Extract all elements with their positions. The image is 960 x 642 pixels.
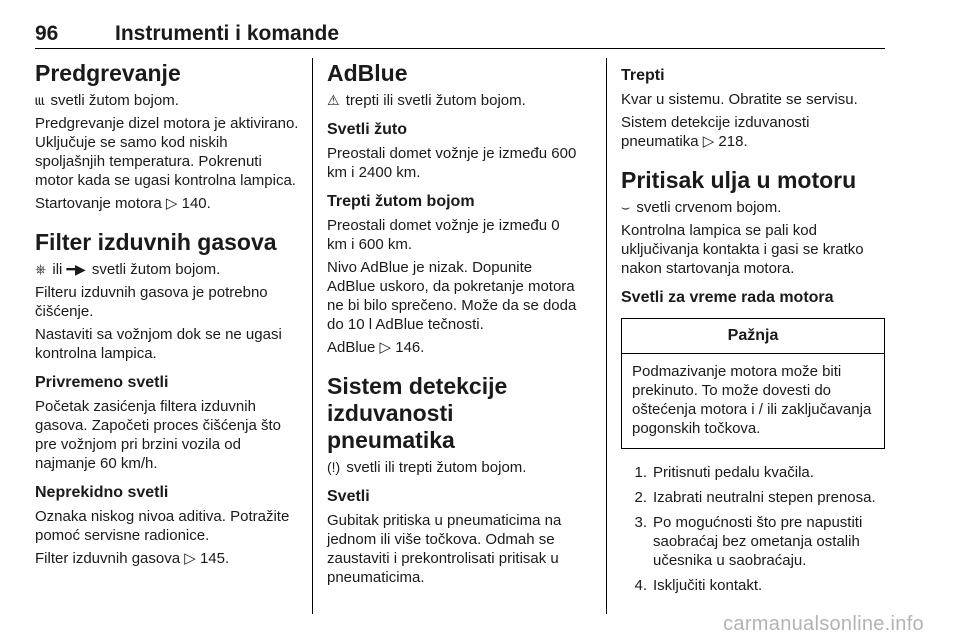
list-item — [621, 463, 885, 482]
heading-trepti: Trepti — [621, 67, 665, 84]
heading-adblue: AdBlue — [327, 60, 408, 86]
filter-warning-icon: ━▶ — [66, 261, 86, 277]
step-number: 4. — [634, 577, 647, 594]
column-2 — [327, 60, 579, 591]
tire-pressure-icon: (!) — [327, 459, 341, 475]
list-item — [621, 513, 885, 570]
predgrevanje-text: Predgrevanje dizel motora je aktivirano. Uključuje se samo kod niskih spoljašnjih temperatura. Pokrenuti motor kada se ugasi kontrolna lampica. — [35, 115, 299, 189]
filter-status-text: svetli žutom bojom. — [91, 261, 221, 278]
filter-text-2: Nastaviti sa vožnjom dok se ne ugasi kontrolna lampica. — [35, 326, 282, 362]
neprekidno-text: Oznaka niskog nivoa aditiva. Potražite pomoć servisne radionice. — [35, 508, 290, 544]
ulje-status-text: svetli crvenom bojom. — [636, 199, 782, 216]
heading-predgrevanje: Predgrevanje — [35, 60, 181, 86]
heading-neprekidno: Neprekidno svetli — [35, 484, 169, 501]
trepti-zutom-text-2: Nivo AdBlue je nizak. Dopunite AdBlue uskoro, da pokretanje motora ne bi bilo sprečeno. Može da se doda do 10 l AdBlue tečnosti. — [327, 259, 577, 333]
heading-privremeno: Privremeno svetli — [35, 374, 169, 391]
trepti-text-2: Sistem detekcije izduvanosti pneumatika ▷ 218. — [621, 114, 810, 150]
oil-can-icon: ⌣ — [621, 199, 631, 215]
list-item — [621, 576, 885, 595]
step-number: 2. — [634, 489, 647, 506]
heading-sistem-detekcije: Sistem detekcije izduvanosti pneumatika — [327, 373, 508, 453]
heading-trepti-zutom: Trepti žutom bojom — [327, 193, 475, 210]
filter-ili: ili — [52, 261, 63, 278]
glow-plug-icon: ɩɩɩ — [35, 92, 45, 108]
ulje-text: Kontrolna lampica se pali kod uključivanja kontakta i gasi se kratko nakon startovanja motora. — [621, 222, 864, 277]
step-text: Pritisnuti pedalu kvačila. — [653, 464, 814, 481]
step-number: 3. — [634, 514, 647, 531]
column-1 — [35, 60, 300, 572]
trepti-zutom-text-1: Preostali domet vožnje je između 0 km i 600 km. — [327, 217, 560, 253]
adblue-status-text: trepti ili svetli žutom bojom. — [345, 92, 526, 109]
adblue-icon: ⚠ — [327, 92, 340, 108]
predgrevanje-status — [35, 91, 300, 110]
ulje-status — [621, 198, 885, 217]
page-header — [35, 22, 885, 49]
chapter-title: Instrumenti i komande — [115, 22, 340, 45]
trepti-text-1: Kvar u sistemu. Obratite se servisu. — [621, 91, 858, 108]
privremeno-text: Početak zasićenja filtera izduvnih gasova. Započeti proces čišćenja što pre vožnjom pri brzini vozila od najmanje 60 km/h. — [35, 398, 281, 472]
adblue-status — [327, 91, 579, 110]
step-text: Po mogućnosti što pre napustiti saobraćaj bez ometanja ostalih učesnika u saobraćaju. — [653, 514, 863, 569]
steps-list — [621, 463, 885, 595]
heading-filter: Filter izduvnih gasova — [35, 229, 277, 255]
svetli-zuto-text: Preostali domet vožnje je između 600 km i 2400 km. — [327, 145, 577, 181]
column-3 — [621, 60, 885, 601]
page-number: 96 — [35, 22, 59, 45]
column-divider-2 — [606, 58, 607, 614]
exhaust-filter-icon: ⎈ — [35, 261, 47, 277]
predgrevanje-status-text: svetli žutom bojom. — [50, 92, 179, 109]
svetli-text: Gubitak pritiska u pneumaticima na jednom ili više točkova. Odmah se zaustaviti i prekontrolisati pritisak u pneumaticima. — [327, 512, 562, 586]
sistem-status — [327, 458, 579, 477]
filter-text-1: Filteru izduvnih gasova je potrebno čišćenje. — [35, 284, 268, 320]
startovanje-ref: Startovanje motora ▷ 140. — [35, 195, 211, 212]
watermark: carmanualsonline.info — [723, 613, 924, 635]
heading-svetli: Svetli — [327, 488, 370, 505]
step-text: Izabrati neutralni stepen prenosa. — [653, 489, 876, 506]
list-item — [621, 488, 885, 507]
adblue-ref: AdBlue ▷ 146. — [327, 339, 425, 356]
step-text: Isključiti kontakt. — [653, 577, 763, 594]
heading-pritisak-ulja: Pritisak ulja u motoru — [621, 167, 857, 193]
sistem-status-text: svetli ili trepti žutom bojom. — [346, 459, 527, 476]
column-divider-1 — [312, 58, 313, 614]
filter-status — [35, 260, 300, 279]
filter-ref: Filter izduvnih gasova ▷ 145. — [35, 550, 230, 567]
note-title: Pažnja — [622, 319, 884, 354]
heading-svetli-rad: Svetli za vreme rada motora — [621, 289, 834, 306]
step-number: 1. — [634, 464, 647, 481]
heading-svetli-zuto: Svetli žuto — [327, 121, 408, 138]
note-body: Podmazivanje motora može biti prekinuto. To može dovesti do oštećenja motora i / ili zaključavanja pogonskih točkova. — [632, 363, 872, 437]
warning-note — [621, 318, 885, 449]
